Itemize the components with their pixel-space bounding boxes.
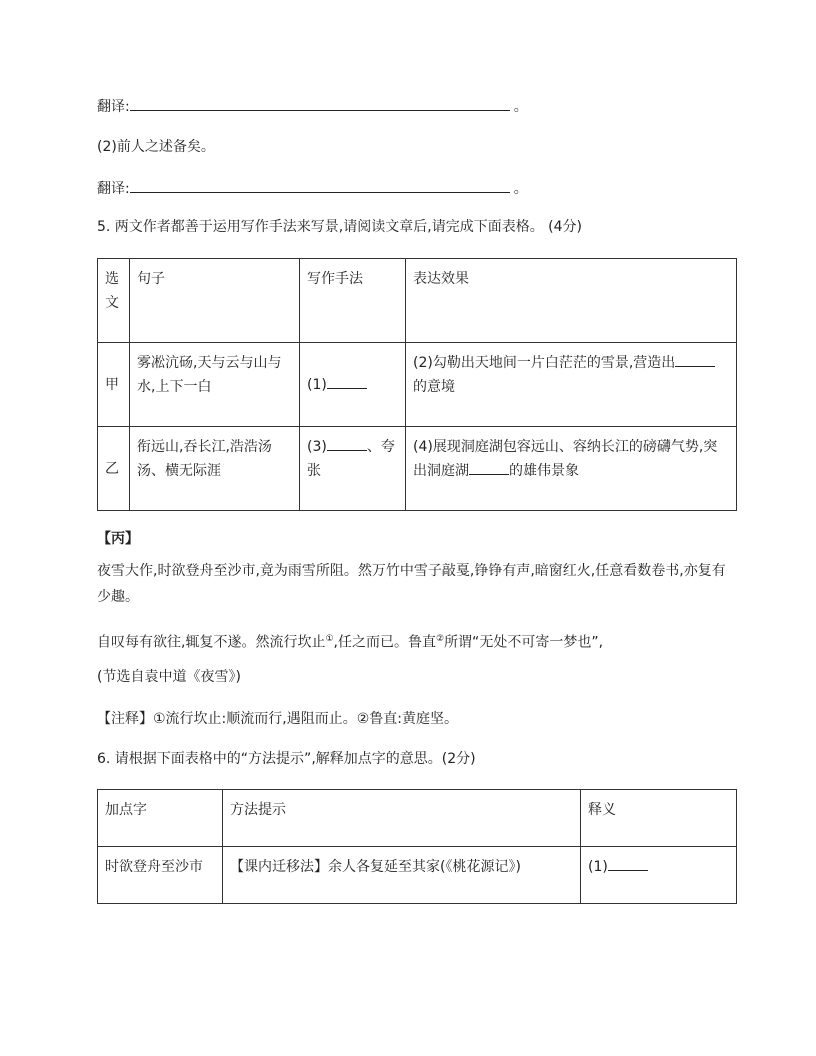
footnote-marker: ② — [435, 634, 445, 644]
header-cell: 写作手法 — [300, 259, 406, 343]
passage-paragraph-2: 自叹每有欲往,辄复不遂。然流行坎止①,任之而已。鲁直②所谓“无处不可寄一梦也”, — [97, 634, 604, 651]
effect-cell: (2)勾勒出天地间一片白茫茫的雪景,营造出的意境 — [406, 343, 737, 427]
line-end: 。 — [513, 99, 528, 115]
header-cell: 加点字 — [98, 790, 223, 847]
word-cell: 时欲登舟至沙市 — [98, 847, 223, 904]
table-header-row — [98, 790, 737, 847]
word-meaning-table — [97, 789, 737, 904]
effect-cell: (4)展现洞庭湖包容远山、容纳长江的磅礴气势,突出洞庭湖 的雄伟景象 — [406, 427, 737, 511]
answer-blank[interactable] — [675, 352, 715, 367]
passage-source: (节选自袁中道《夜雪》) — [97, 669, 241, 685]
answer-blank[interactable] — [327, 436, 367, 451]
answer-cell: (1) — [581, 847, 737, 904]
question-6-prompt: 6. 请根据下面表格中的“方法提示”,解释加点字的意思。(2分) — [97, 751, 476, 767]
technique-cell: (3) 、夸张 — [300, 427, 406, 511]
answer-underline[interactable] — [130, 110, 510, 111]
translation-label: 翻译: — [97, 99, 130, 115]
writing-technique-table — [97, 258, 737, 511]
passage-notes: 【注释】①流行坎止:顺流而行,遇阻而止。②鲁直:黄庭坚。 — [97, 711, 458, 727]
line-end: 。 — [513, 181, 528, 197]
answer-underline[interactable] — [130, 192, 510, 193]
question-5-prompt: 5. 两文作者都善于运用写作手法来写景,请阅读文章后,请完成下面表格。 (4分) — [97, 219, 582, 235]
translation-line-1 — [97, 96, 528, 116]
answer-blank[interactable] — [608, 856, 648, 871]
header-cell: 表达效果 — [406, 259, 737, 343]
table-row — [98, 343, 737, 427]
header-cell: 方法提示 — [223, 790, 581, 847]
passage-title: 【丙】 — [97, 531, 139, 547]
row-label: 乙 — [98, 427, 130, 511]
translation-line-2 — [97, 178, 528, 198]
footnote-marker: ① — [325, 634, 334, 644]
translation-label: 翻译: — [97, 181, 130, 197]
hint-cell: 【课内迁移法】余人各复延至其家(《桃花源记》) — [223, 847, 581, 904]
sentence-cell: 雾凇沆砀,天与云与山与水,上下一白 — [130, 343, 300, 427]
header-cell: 释义 — [581, 790, 737, 847]
question-item-2: (2)前人之述备矣。 — [97, 139, 215, 155]
row-label: 甲 — [98, 343, 130, 427]
table-row — [98, 427, 737, 511]
header-cell: 选文 — [98, 259, 130, 343]
answer-blank[interactable] — [327, 374, 367, 389]
technique-cell: (1) — [300, 343, 406, 427]
answer-blank[interactable] — [469, 460, 509, 475]
passage-paragraph-1: 夜雪大作,时欲登舟至沙市,竟为雨雪所阻。然万竹中雪子敲戛,铮铮有声,暗窗红火,任意看数卷书,亦复有少趣。 — [97, 563, 726, 605]
header-cell: 句子 — [130, 259, 300, 343]
table-row — [98, 847, 737, 904]
table-header-row — [98, 259, 737, 343]
sentence-cell: 衔远山,吞长江,浩浩汤汤、横无际涯 — [130, 427, 300, 511]
